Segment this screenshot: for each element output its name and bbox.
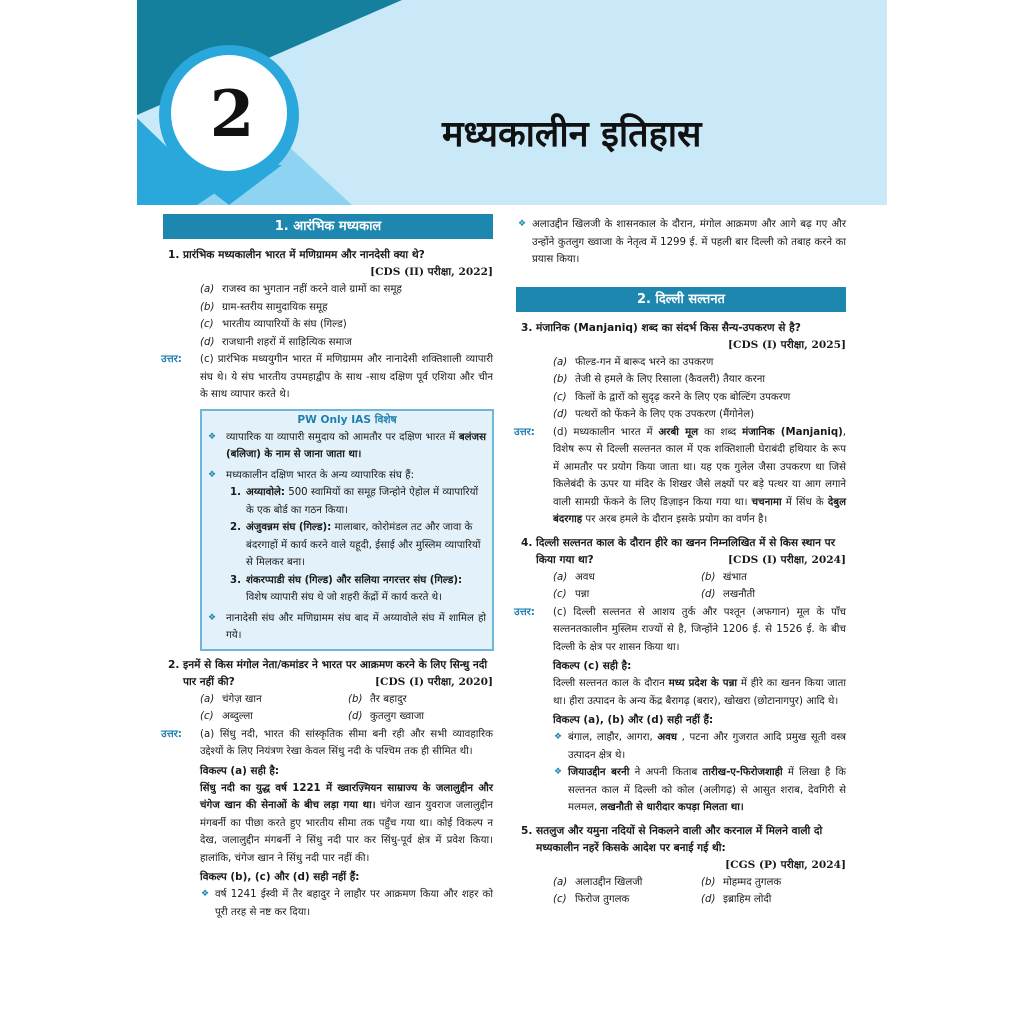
question-3 — [516, 320, 846, 337]
option: (d) इब्राहिम लोदी — [701, 894, 772, 905]
option: (c) अब्दुल्ला — [200, 711, 253, 722]
diamond-bullet-icon: ❖ — [201, 889, 210, 899]
answer — [516, 424, 846, 529]
option: (a) फील्ड-गन में बारूद भरने का उपकरण — [553, 356, 714, 368]
diamond-bullet-icon: ❖ — [208, 431, 217, 442]
box-numbered-item: 3. शंकरप्पाडी संघ (गिल्ड) और सलिया नगरत्तर संघ (गिल्ड): विशेष व्यापारी संघ थे जो शहरी केंद्रों में कार्य करते थे। — [230, 574, 463, 603]
question-1 — [163, 247, 493, 264]
diamond-bullet-icon: ❖ — [554, 767, 563, 777]
option: (c) पन्ना — [553, 589, 590, 600]
explanation-paragraph: दिल्ली सल्तनत काल के दौरान मध्य प्रदेश के पन्ना में हीरे का खनन किया जाता था। हीरा उत्पादन के अन्य केंद्र बैरागढ़ (बरार), खोखरा (छोटानागपुर) आदि थे। — [553, 678, 846, 707]
question-number: 4. — [521, 536, 533, 549]
option-verdict: विकल्प (c) सही है: — [553, 660, 632, 672]
exam-reference: [CDS (II) परीक्षा, 2022] — [370, 266, 493, 278]
chapter-title: मध्यकालीन इतिहास — [442, 113, 702, 155]
options-grid — [163, 691, 493, 726]
chapter-header — [137, 0, 887, 205]
question-text: मंजानिक (Manjaniq) शब्द का संदर्भ किस सैन्य-उपकरण से है? — [536, 321, 801, 334]
answer-text: (d) मध्यकालीन भारत में अरबी मूल का शब्द मंजानिक (Manjaniq), विशेष रूप से दिल्ली सल्तनत काल में एक शक्तिशाली घेराबंदी हथियार के रूप में आमतौर पर प्रयोग किया जाता था। यह एक गुलेल जैसा उपकरण था जिसे किलेबंदी के ऊपर या मंदिर के शिखर जैसे लक्ष्यों पर बड़े पत्थर या आग लगाने वाली सामग्री फेंकने के लिए डिज़ाइन किया गया था। चचनामा में सिंध के देबुल बंदरगाह पर अरब हमले के दौरान इसके प्रयोग का वर्णन है। — [553, 426, 847, 525]
option-verdict: विकल्प (b), (c) और (d) सही नहीं हैं: — [200, 871, 360, 883]
answer-text: (a) सिंधु नदी, भारत की सांस्कृतिक सीमा बनी रही और सभी व्यावहारिक उद्देश्यों के लिए नियंत्रण रेखा केवल सिंधु नदी के पश्चिम तक ही सीमित थी। — [200, 728, 493, 757]
diamond-bullet-icon: ❖ — [518, 219, 527, 229]
options-grid — [516, 874, 846, 909]
option-verdict: विकल्प (a), (b) और (d) सही नहीं हैं: — [553, 714, 714, 726]
diamond-bullet-icon: ❖ — [554, 732, 563, 742]
question-number: 2. — [168, 658, 180, 671]
answer-text: (c) प्रारंभिक मध्ययुगीन भारत में मणिग्रामम और नानादेसी शक्तिशाली व्यापारी संघ थे। ये संघ भारतीय उपमहाद्वीप के साथ -साथ दक्षिण पूर्व एशिया और चीन के साथ व्यापार करते थे। — [200, 354, 493, 400]
box-numbered-item: 1. अय्यावोले: 500 स्वामियों का समूह जिन्होने ऐहोल में व्यापारियों के एक बोर्ड का गठन किया। — [230, 487, 479, 516]
option: (a) अवध — [553, 571, 595, 583]
right-column — [516, 214, 846, 909]
answer-label: उत्तर: — [514, 606, 535, 618]
answer-label: उत्तर: — [514, 426, 535, 438]
diamond-bullet-icon: ❖ — [208, 469, 217, 480]
option: (a) अलाउद्दीन खिलजी — [553, 876, 643, 888]
option: (b) तेजी से हमले के लिए रिसाला (कैवलरी) तैयार करना — [553, 374, 766, 385]
box-title: PW Only IAS विशेष — [297, 413, 397, 426]
option: (c) भारतीय व्यापारियों के संघ (गिल्ड) — [200, 319, 347, 330]
answer — [516, 604, 846, 657]
explanation-bullet: ❖ बंगाल, लाहौर, आगरा, अवध , पटना और गुजरात आदि प्रमुख सूती वस्त्र उत्पादन क्षेत्र थे। — [516, 729, 846, 764]
answer-text: (c) दिल्ली सल्तनत से आशय तुर्क और पश्तून (अफगान) मूल के पाँच सल्तनतकालीन मुस्लिम राज्यों से है, जिन्होंने 1206 ई. से 1526 ई. के बीच दिल्ली के क्षेत्र पर शासन किया था। — [553, 606, 846, 653]
question-text: इनमें से किस मंगोल नेता/कमांडर ने भारत पर आक्रमण करने के लिए सिन्धु नदी पार नहीं की? — [183, 658, 488, 688]
question-text: दिल्ली सल्तनत काल के दौरान हीरे का खनन निम्नलिखित में से किस स्थान पर किया गया था? — [536, 536, 836, 566]
section-heading-early-medieval: 1. आरंभिक मध्यकाल — [163, 214, 493, 239]
option: (b) खंभात — [701, 571, 747, 583]
option: (b) मोहम्मद तुगलक — [701, 876, 782, 888]
question-5 — [516, 823, 846, 857]
question-number: 5. — [521, 824, 533, 837]
left-column — [163, 214, 493, 921]
option: (d) लखनौती — [701, 589, 755, 600]
answer-label: उत्तर: — [161, 354, 182, 365]
diamond-bullet-icon: ❖ — [208, 612, 217, 623]
options-list — [163, 281, 493, 351]
question-text: सतलुज और यमुना नदियों से निकलने वाली और करनाल में मिलने वाली दो मध्यकालीन नहरें किसके आदेश पर बनाई गई थी: — [536, 824, 823, 854]
box-bullet: ❖ व्यापारिक या व्यापारी समुदाय को आमतौर पर दक्षिण भारत में बलंजस (बलिजा) के नाम से जाना जाता था। — [202, 429, 492, 464]
question-text: प्रारंभिक मध्यकालीन भारत में मणिग्रामम और नानदेसी क्या थे? — [183, 249, 425, 261]
exam-reference: [CDS (I) परीक्षा, 2024] — [728, 553, 846, 566]
section-heading-delhi-sultanate: 2. दिल्ली सल्तनत — [516, 287, 846, 312]
option: (b) तैर बहादुर — [348, 693, 407, 705]
option: (a) राजस्व का भुगतान नहीं करने वाले ग्रामों का समूह — [200, 284, 402, 295]
exam-reference: [CDS (I) परीक्षा, 2025] — [728, 338, 846, 351]
option: (c) किलों के द्वारों को सुदृढ़ करने के लिए एक बोल्टिंग उपकरण — [553, 391, 791, 403]
explanation-bullet: ❖ वर्ष 1241 ईस्वी में तैर बहादुर ने लाहौर पर आक्रमण किया और शहर को पूरी तरह से नष्ट कर दिया। — [163, 886, 493, 921]
exam-reference: [CGS (P) परीक्षा, 2024] — [725, 858, 846, 871]
options-list — [516, 354, 846, 424]
box-numbered-item: 2. अंजुवन्नम संघ (गिल्ड): मालाबार, कोरोमंडल तट और जावा के बंदरगाहों में कार्य करने वाले यहूदी, ईसाई और मुस्लिम व्यापारियों से मिलकर बना। — [230, 522, 481, 568]
option: (b) ग्राम-स्तरीय सामुदायिक समूह — [200, 301, 328, 313]
chapter-number: 2 — [209, 77, 255, 152]
option: (d) पत्थरों को फेंकने के लिए एक उपकरण (मैंगोनेल) — [553, 409, 755, 420]
options-grid — [516, 569, 846, 604]
option: (d) राजधानी शहरों में साहित्यिक समाज — [200, 336, 352, 348]
option: (a) चंगेज़ खान — [200, 693, 262, 705]
question-4 — [516, 535, 846, 569]
option: (d) कुतलुग ख्वाजा — [348, 711, 425, 722]
explanation-bullet: ❖ अलाउद्दीन खिलजी के शासनकाल के दौरान, मंगोल आक्रमण और आगे बढ़ गए और उन्होंने कुतलुग ख्वाजा के नेतृत्व में 1299 ई. में पहली बार दिल्ली को तबाह करने का प्रयास किया। — [516, 216, 846, 269]
question-2 — [163, 657, 493, 691]
answer — [163, 351, 493, 404]
explanation-paragraph: सिंधु नदी का युद्ध वर्ष 1221 में ख्वारज़्मियन साम्राज्य के जलालुद्दीन और चंगेज खान की सेनाओं के बीच लड़ा गया था। चंगेज खान युवराज जलालुद्दीन मंगबर्नी का पीछा करते हुए भारतीय सीमा तक पहुँच गया था। कोई विकल्प न देख, जलालुद्दीन मंगबर्नी ने सिंधु नदी पार कर सिंधु-पूर्व क्षेत्र में प्रवेश किया। हालांकि, चंगेज खान ने सिंधु नदी पार नहीं की। — [200, 782, 493, 864]
box-bullet: ❖ मध्यकालीन दक्षिण भारत के अन्य व्यापारिक संघ हैं: — [202, 467, 492, 485]
explanation-bullet: ❖ जियाउद्दीन बरनी ने अपनी किताब तारीख-ए-फिरोजशाही में लिखा है कि सल्तनत काल में दिल्ली को कोल (अलीगढ़) से आसुत शराब, देवगिरी से मलमल, लखनौती से धारीदार कपड़ा मिलता था। — [516, 764, 846, 817]
answer — [163, 726, 493, 761]
option-verdict: विकल्प (a) सही है: — [200, 764, 280, 777]
box-bullet: ❖ नानादेसी संघ और मणिग्रामम संघ बाद में अय्यावोले संघ में शामिल हो गये। — [202, 610, 492, 645]
answer-label: उत्तर: — [161, 728, 182, 740]
question-number: 1. — [168, 249, 180, 261]
special-note-box — [200, 409, 494, 651]
question-number: 3. — [521, 321, 533, 334]
option: (c) फिरोज तुगलक — [553, 894, 630, 905]
exam-reference: [CDS (I) परीक्षा, 2020] — [375, 675, 493, 688]
